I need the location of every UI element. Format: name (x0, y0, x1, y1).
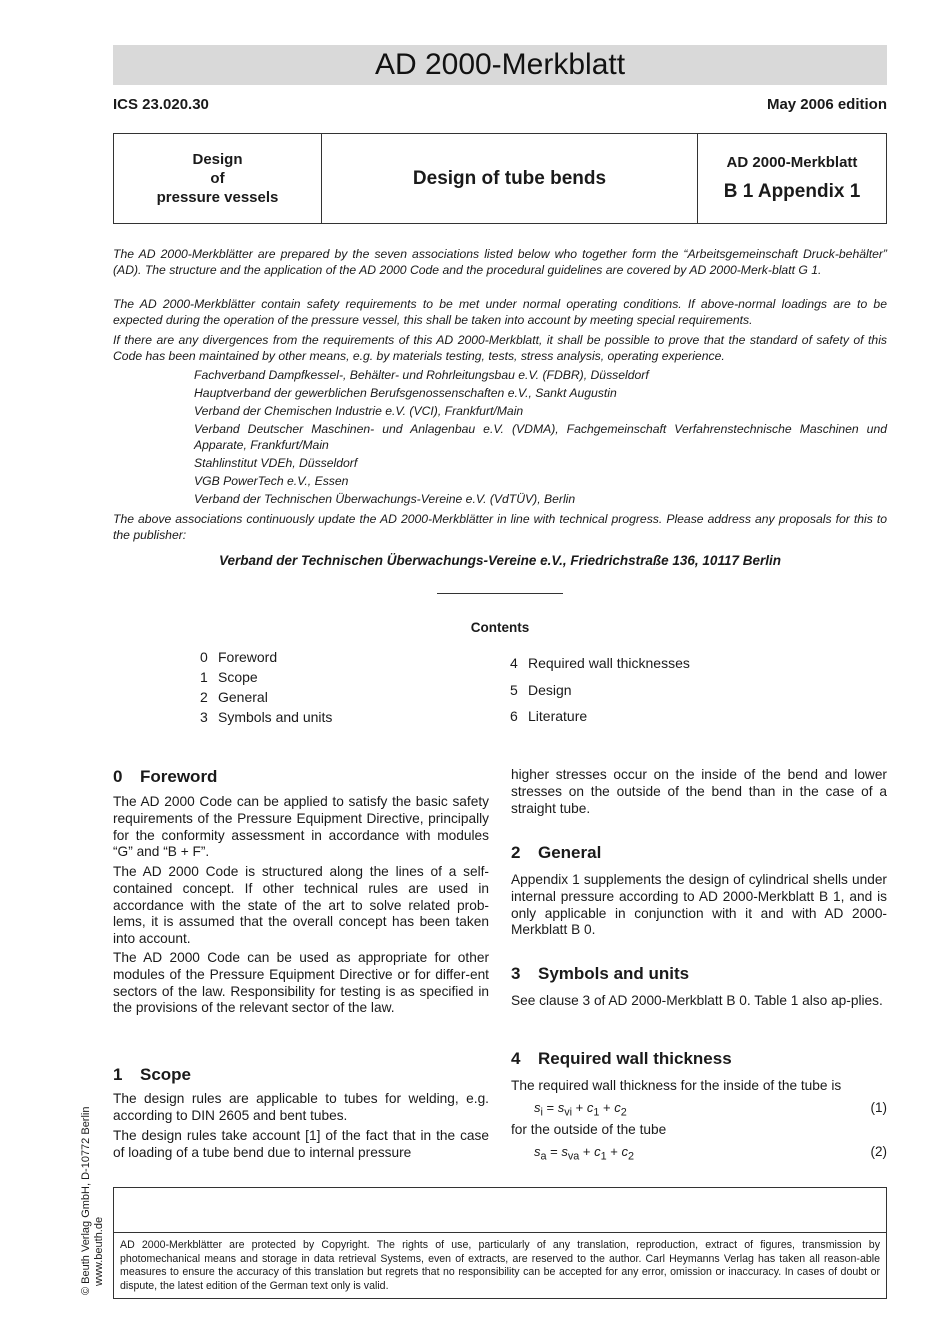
section-title: Symbols and units (538, 964, 690, 983)
intro-paragraph-1: The AD 2000-Merkblätter are prepared by the seven associations listed below who together form the “Arbeitsgemeinschaft Druck-behälter” (AD). The structure and the application of the AD 2000 Code and the procedural guidelines are covered by AD 2000-Merk-blatt G 1. (113, 247, 887, 277)
section-number: 1 (113, 1065, 123, 1084)
side-note-line-2: www.beuth.de (93, 1216, 105, 1286)
toc-number: 0 (200, 649, 208, 665)
toc-item (200, 708, 332, 726)
section-number: 4 (511, 1049, 521, 1068)
thickness-paragraph-1: The required wall thickness for the inside of the tube is (511, 1078, 842, 1093)
foreword-paragraph-1: The AD 2000 Code can be applied to satisfy the basic safety requirements of the Pressure Equipment Directive, principally for the conformity assessment in accordance with modules “G” and “B + F”. (113, 794, 489, 860)
copyright-notice: AD 2000-Merkblätter are protected by Copyright. The rights of use, particularly of any translation, reproduction, extract of figures, transmission by photomechanical means and storage in data retrieval Systems, even of extracts, are reserved to the author. Carl Heymanns Verlag has taken all reason-able measures to ensure the accuracy of this translation but regrets that no responsibility can be accepted for any error, omission or inaccuracy. In cases of doubt or dispute, the latest edition of the German text only is valid. (120, 1239, 880, 1292)
formula-outside-thickness: $s_a = s_{va} + c_1 + c_2$ (534, 1144, 635, 1163)
toc-item (510, 654, 690, 672)
section-title: Required wall thickness (538, 1049, 732, 1068)
association-item: Hauptverband der gewerblichen Berufsgenossenschaften e.V., Sankt Augustin (194, 386, 617, 400)
category-line-2: of (210, 170, 225, 187)
toc-number: 4 (510, 655, 518, 671)
toc-label: Scope (218, 669, 258, 685)
ics-code: ICS 23.020.30 (113, 96, 209, 113)
equation-number: (2) (870, 1144, 887, 1159)
section-heading-scope (113, 1065, 191, 1085)
toc-label: Required wall thicknesses (528, 655, 690, 671)
thickness-paragraph-2: for the outside of the tube (511, 1122, 667, 1137)
reference-line-1: AD 2000-Merkblatt (726, 154, 858, 171)
publisher-address: Verband der Technischen Überwachungs-Vereine e.V., Friedrichstraße 136, 10117 Berlin (219, 553, 781, 568)
foreword-paragraph-2: The AD 2000 Code is structured along the lines of a self-contained concept. If other technical rules are used in accordance with the state of the art to solve related prob-lems, it is assumed that the overall concept has been taken into account. (113, 864, 489, 947)
association-item: VGB PowerTech e.V., Essen (194, 474, 349, 488)
document-title: AD 2000-Merkblatt (113, 45, 887, 85)
intro-paragraph-2: The AD 2000-Merkblätter contain safety requirements to be met under normal operating conditions. If above-normal loadings are to be expected during the operation of the pressure vessel, this shall be taken into account by meeting special requirements. (113, 297, 887, 327)
header-box-subject: Design of tube bends (322, 134, 698, 223)
formula-inside-thickness: $s_i = s_{vi} + c_1 + c_2$ (534, 1100, 627, 1119)
edition-date: May 2006 edition (766, 96, 887, 113)
reference-line-2: B 1 Appendix 1 (723, 181, 861, 202)
copyright-box (113, 1187, 887, 1299)
toc-item (510, 707, 587, 725)
toc-label: Design (528, 682, 572, 698)
toc-label: Foreword (218, 649, 278, 665)
category-line-3: pressure vessels (156, 189, 279, 206)
contents-title: Contents (470, 620, 530, 635)
toc-item (200, 648, 277, 666)
general-paragraph-1: Appendix 1 supplements the design of cylindrical shells under internal pressure according to AD 2000-Merkblatt B 1, and is only applicable in conjunction with it and with AD 2000-Merkblatt B 0. (511, 872, 887, 938)
toc-label: Literature (528, 708, 588, 724)
section-title: Foreword (140, 767, 218, 786)
header-box-reference (698, 134, 886, 223)
copyright-box-divider (114, 1232, 886, 1233)
scope-paragraph-3: higher stresses occur on the inside of the bend and lower stresses on the outside of the bend than in the case of a straight tube. (511, 767, 887, 816)
symbols-paragraph-1: See clause 3 of AD 2000-Merkblatt B 0. Table 1 also ap-plies. (511, 993, 883, 1008)
foreword-paragraph-3: The AD 2000 Code can be used as appropriate for other modules of the Pressure Equipment Directive or for differ-ent sectors of the law. Responsibility for testing is as specified in the provisions of the relevant sector of the law. (113, 950, 489, 1016)
toc-number: 6 (510, 708, 518, 724)
header-box-category (114, 134, 322, 223)
section-heading-foreword (113, 767, 217, 787)
category-line-1: Design (192, 151, 243, 168)
toc-number: 2 (200, 689, 208, 705)
section-heading-thickness (511, 1049, 732, 1069)
scope-paragraph-1: The design rules are applicable to tubes for welding, e.g. according to DIN 2605 and bent tubes. (113, 1091, 489, 1123)
toc-number: 3 (200, 709, 208, 725)
toc-number: 5 (510, 682, 518, 698)
section-heading-general (511, 843, 601, 863)
intro-paragraph-3: If there are any divergences from the requirements of this AD 2000-Merkblatt, it shall be possible to prove that the standard of safety of this Code has been maintained by other means, e.g. by materials testing, tests, stress analysis, operating experience. (113, 333, 887, 363)
association-item: Verband der Chemischen Industrie e.V. (VCI), Frankfurt/Main (194, 404, 524, 418)
association-item: Fachverband Dampfkessel-, Behälter- und Rohrleitungsbau e.V. (FDBR), Düsseldorf (194, 368, 649, 382)
association-item: Stahlinstitut VDEh, Düsseldorf (194, 456, 358, 470)
side-note-line-1: © Beuth Verlag GmbH, D-10772 Berlin (80, 1106, 92, 1295)
equation-number: (1) (870, 1100, 887, 1115)
section-heading-symbols (511, 964, 689, 984)
association-item: Verband der Technischen Überwachungs-Vereine e.V. (VdTÜV), Berlin (194, 492, 576, 506)
intro-paragraph-4: The above associations continuously update the AD 2000-Merkblätter in line with technical progress. Please address any proposals for this to the publisher: (113, 512, 887, 542)
association-item: Verband Deutscher Maschinen- und Anlagenbau e.V. (VDMA), Fachgemeinschaft Verfahrenstechnische Maschinen und Apparate, Frankfurt/Main (194, 422, 887, 452)
toc-label: General (218, 689, 268, 705)
section-number: 0 (113, 767, 123, 786)
header-box (113, 133, 887, 224)
section-title: General (538, 843, 602, 862)
divider-line (437, 593, 563, 594)
toc-item (510, 681, 572, 699)
scope-paragraph-2: The design rules take account [1] of the fact that in the case of loading of a tube bend due to internal pressure (113, 1128, 489, 1160)
section-title: Scope (140, 1065, 192, 1084)
section-number: 2 (511, 843, 521, 862)
publisher-side-note (70, 1100, 110, 1300)
toc-label: Symbols and units (218, 709, 333, 725)
toc-number: 1 (200, 669, 208, 685)
toc-item (200, 668, 258, 686)
section-number: 3 (511, 964, 521, 983)
toc-item (200, 688, 268, 706)
